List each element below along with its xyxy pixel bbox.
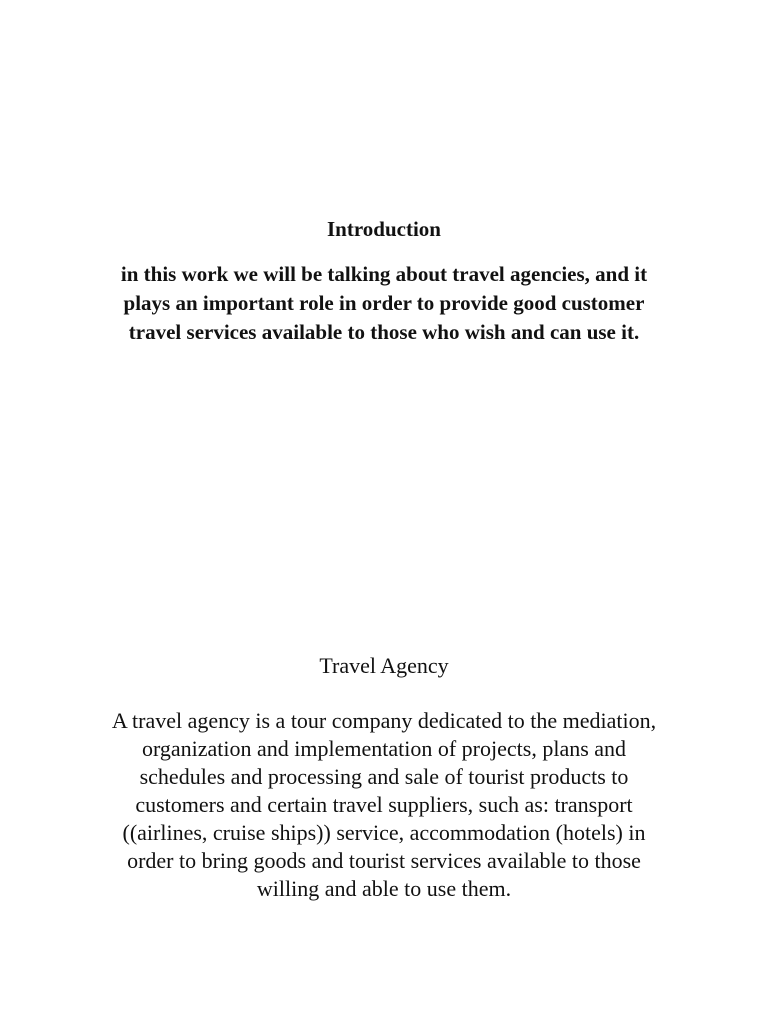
introduction-paragraph: in this work we will be talking about travel agencies, and it plays an important role in order to provide good customer travel services available to those who wish and can use it. xyxy=(120,262,648,344)
travel-agency-heading: Travel Agency xyxy=(319,653,449,678)
travel-agency-paragraph: A travel agency is a tour company dedicated to the mediation, organization and implementation of projects, plans and schedules and processing and sale of tourist products to customers and certain travel suppliers, such as: transport ((airlines, cruise ships)) service, accommodation (hotels) in order to bring goods and tourist services available to those willing and able to use them. xyxy=(111,708,657,901)
introduction-heading: Introduction xyxy=(327,217,441,241)
